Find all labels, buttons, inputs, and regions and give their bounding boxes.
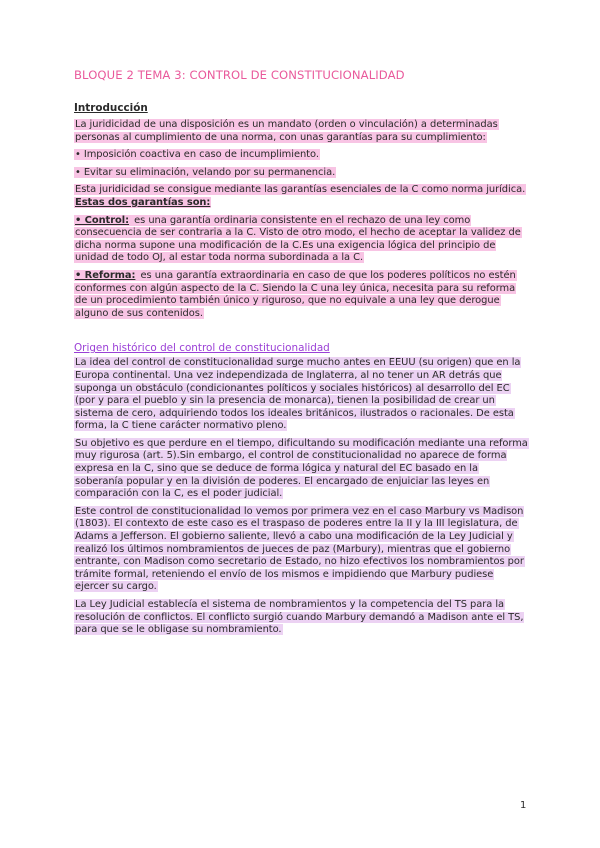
origin-paragraph-3	[74, 506, 528, 594]
origin-paragraph-2	[74, 438, 528, 501]
control-text: es una garantía ordinaria consistente en el rechazo de una ley como consecuencia de ser contraria a la C. Visto de otro modo, el hecho de aceptar la validez de dicha norma supone una modificación de la C.Es una exigencia lógica del principio de unidad de todo OJ, al estar toda norma subordinada a la C.	[75, 214, 521, 264]
intro-paragraph-2	[74, 184, 528, 209]
intro-paragraph-1	[74, 119, 528, 144]
intro-paragraph-2-text: Esta juridicidad se consigue mediante las garantías esenciales de la C como norma jurídica.	[75, 184, 526, 196]
intro-bullet-1	[74, 149, 528, 162]
intro-bullet-2-text: • Evitar su eliminación, velando por su permanencia.	[75, 166, 336, 178]
intro-bullet-1-text: • Imposición coactiva en caso de incumplimiento.	[75, 149, 319, 161]
document-page	[74, 68, 528, 642]
origin-paragraph-4-text: La Ley Judicial establecía el sistema de nombramientos y la competencia del TS para la resolución de conflictos. El conflicto surgió cuando Marbury demandó a Madison ante el TS, para que se le obligase su nombramiento.	[75, 599, 524, 636]
section-heading-origin: Origen histórico del control de constitucionalidad	[74, 342, 330, 355]
intro-paragraph-1-text: La juridicidad de una disposición es un mandato (orden o vinculación) a determinadas personas al cumplimiento de una norma, con unas garantías para su cumplimiento:	[75, 119, 498, 143]
reforma-text: es una garantía extraordinaria en caso de que los poderes políticos no estén conformes con algún aspecto de la C. Siendo la C una ley única, necesita para su reforma de un procedimiento también único y riguroso, que no equivale a una ley que derogue alguno de sus contenidos.	[75, 269, 516, 319]
origin-paragraph-1	[74, 357, 528, 433]
control-paragraph	[74, 215, 528, 265]
reforma-label: • Reforma:	[75, 269, 136, 281]
page-number: 1	[520, 800, 527, 811]
intro-bullet-2	[74, 167, 528, 180]
origin-paragraph-2-text: Su objetivo es que perdure en el tiempo, dificultando su modificación mediante una reforma muy rigurosa (art. 5).Sin embargo, el control de constitucionalidad no aparece de forma expresa en la C, sino que se deduce de forma lógica y natural del EC basado en la soberanía popular y en la división de poderes. El encargado de enjuiciar las leyes en comparación con la C, es el poder judicial.	[75, 437, 528, 500]
reforma-paragraph	[74, 270, 528, 320]
document-title: BLOQUE 2 TEMA 3: CONTROL DE CONSTITUCIONALIDAD	[74, 68, 405, 82]
section-heading-intro: Introducción	[74, 102, 148, 114]
origin-paragraph-3-text: Este control de constitucionalidad lo vemos por primera vez en el caso Marbury vs Madison (1803). El contexto de este caso es el traspaso de poderes entre la II y la III legislatura, de Adams a Jefferson. El gobierno saliente, llevó a cabo una modificación de la Ley Judicial y realizó los últimos nombramientos de jueces de paz (Marbury), mientras que el gobierno entrante, con Madison como secretario de Estado, no hizo efectivos los nombramientos por trámite formal, reteniendo el envío de los mismos e impidiendo que Marbury pudiese ejercer su cargo.	[75, 505, 524, 593]
origin-paragraph-4	[74, 599, 528, 637]
control-label: • Control:	[75, 214, 130, 226]
intro-paragraph-2-bold: Estas dos garantías son:	[75, 196, 211, 208]
origin-paragraph-1-text: La idea del control de constitucionalidad surge mucho antes en EEUU (su origen) que en la Europa continental. Una vez independizada de Inglaterra, al no tener un AR detrás que suponga un obstáculo (condicionantes políticos y sociales históricos) al desarrollo del EC (por y para el pueblo y sin la presencia de monarca), tienen la posibilidad de crear un sistema de cero, adquiriendo todos los ideales británicos, ilustrados o racionales. De esta forma, la C tiene carácter normativo pleno.	[75, 357, 521, 432]
